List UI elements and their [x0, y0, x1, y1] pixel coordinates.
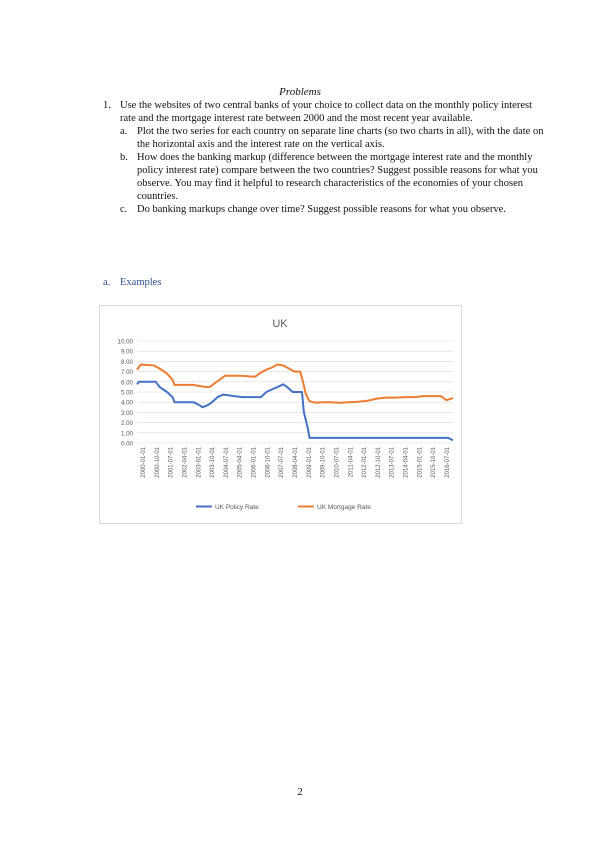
x-tick-label: 2012-10-01	[375, 447, 382, 478]
uk-chart	[99, 305, 462, 524]
examples-letter: a.	[103, 277, 111, 288]
x-tick-label: 2009-10-01	[320, 447, 327, 478]
x-tick-label: 2008-04-01	[293, 447, 299, 478]
x-tick-label: 2010-07-01	[334, 447, 341, 478]
y-tick-label: 0.00	[120, 440, 133, 448]
x-tick-label: 2006-10-01	[265, 447, 272, 478]
y-tick-label: 8.00	[120, 358, 133, 366]
x-tick-label: 2002-04-01	[182, 447, 189, 478]
y-tick-label: 4.00	[120, 399, 133, 407]
y-tick-label: 7.00	[120, 369, 133, 377]
question-text: Use the websites of two central banks of your choice to collect data on the monthly policy interest rate and the mortgage interest rate between 2000 and the most recent year available.	[120, 100, 533, 124]
part-text: How does the banking markup (difference between the mortgage interest rate and the monthly policy interest rate) compare between the two countries? Suggest possible reasons for what you observe. You may find it helpful to research characteristics of the economies of your chosen countries.	[137, 152, 538, 202]
x-tick-label: 2001-07-01	[168, 447, 175, 478]
page-number: 2	[297, 786, 303, 798]
x-tick-label: 2005-04-01	[237, 447, 244, 478]
x-tick-label: 2011-04-01	[348, 447, 355, 478]
x-tick-label: 2009-01-01	[306, 447, 313, 478]
x-tick-label: 2000-10-01	[154, 447, 161, 478]
x-tick-label: 2003-01-01	[196, 447, 203, 478]
legend-label: UK Mortgage Rate	[317, 504, 371, 511]
y-tick-label: 10.00	[117, 338, 133, 346]
y-tick-label: 2.00	[120, 420, 133, 428]
x-tick-label: 2016-07-01	[445, 447, 451, 478]
x-tick-label: 2015-10-01	[431, 447, 438, 478]
x-tick-label: 2004-07-01	[223, 447, 230, 478]
legend-label: UK Policy Rate	[215, 504, 259, 511]
x-tick-label: 2013-07-01	[389, 447, 396, 478]
x-tick-label: 2007-07-01	[279, 447, 286, 478]
x-tick-label: 2015-01-01	[417, 447, 424, 478]
x-tick-label: 2014-04-01	[403, 447, 410, 478]
chart-title: UK	[272, 318, 288, 330]
part-letter: a.	[120, 126, 128, 137]
x-tick-label: 2000-01-01	[141, 447, 147, 478]
question-part-a	[120, 125, 548, 151]
part-text: Do banking markups change over time? Suggest possible reasons for what you observe.	[137, 204, 506, 215]
part-letter: c.	[120, 204, 128, 215]
x-tick-label: 2012-01-01	[362, 447, 369, 478]
x-tick-label: 2006-01-01	[251, 447, 258, 478]
examples-heading	[103, 277, 161, 288]
y-tick-label: 3.00	[120, 409, 133, 417]
x-tick-label: 2003-10-01	[210, 447, 217, 478]
chart-canvas	[100, 306, 461, 523]
question-part-b	[120, 151, 548, 203]
y-tick-label: 9.00	[120, 348, 133, 356]
y-tick-label: 1.00	[120, 430, 133, 438]
series-line-mortgage-rate	[137, 365, 453, 403]
question-part-c	[120, 203, 548, 216]
part-text: Plot the two series for each country on separate line charts (so two charts in all), with the date on the horizontal axis and the interest rate on the vertical axis.	[137, 126, 544, 150]
part-letter: b.	[120, 152, 128, 163]
y-tick-label: 5.00	[120, 389, 133, 397]
series-line-policy-rate	[137, 382, 453, 441]
y-tick-label: 6.00	[120, 379, 133, 387]
question-1	[103, 99, 548, 216]
question-number: 1.	[103, 100, 111, 111]
page-title: Problems	[279, 86, 321, 98]
examples-label: Examples	[120, 277, 162, 288]
